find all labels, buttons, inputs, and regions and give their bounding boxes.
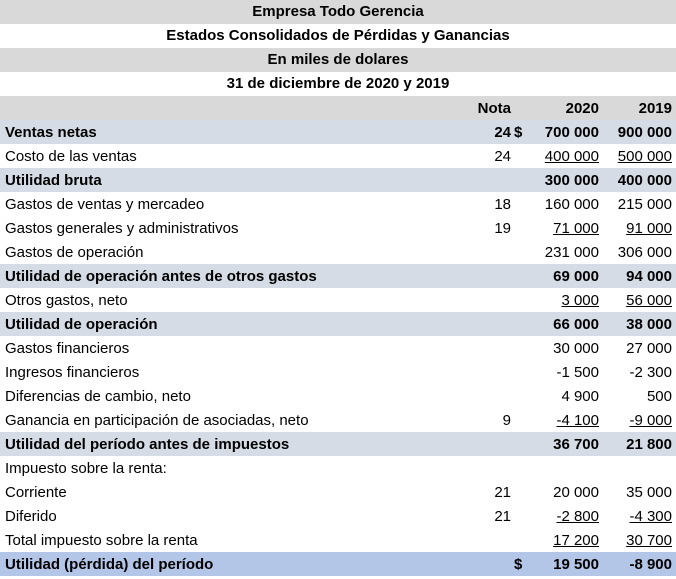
table-row xyxy=(0,456,676,480)
row-label: Gastos de operación xyxy=(5,243,144,261)
table-row xyxy=(0,504,676,528)
row-value-2019: 500 000 xyxy=(617,147,672,165)
row-value-2020: 30 000 xyxy=(553,339,599,357)
row-value-2019-cell xyxy=(603,216,676,240)
row-value-2020-cell xyxy=(531,288,603,312)
row-currency xyxy=(513,288,531,312)
row-value-2019: -8 900 xyxy=(603,552,676,576)
statement-title: Estados Consolidados de Pérdidas y Ganancias xyxy=(0,24,676,48)
row-nota xyxy=(458,168,513,192)
table-row xyxy=(0,240,676,264)
row-label: Ventas netas xyxy=(0,120,458,144)
row-currency xyxy=(513,216,531,240)
row-nota: 24 xyxy=(458,120,513,144)
row-value-2020: 69 000 xyxy=(531,264,603,288)
units-subtitle: En miles de dolares xyxy=(0,48,676,72)
row-label: Utilidad del período antes de impuestos xyxy=(0,432,458,456)
row-currency xyxy=(513,360,531,384)
table-row xyxy=(0,288,676,312)
row-value-2020-cell xyxy=(531,408,603,432)
row-value-2020: 400 000 xyxy=(544,147,599,165)
row-nota xyxy=(458,552,513,576)
row-nota xyxy=(458,360,513,384)
table-row xyxy=(0,192,676,216)
row-nota: 18 xyxy=(494,195,511,213)
statement-date: 31 de diciembre de 2020 y 2019 xyxy=(0,72,676,96)
row-value-2020: 36 700 xyxy=(531,432,603,456)
row-currency xyxy=(513,384,531,408)
header-cur-blank xyxy=(513,96,531,120)
row-value-2020-cell xyxy=(531,504,603,528)
row-value-2019-cell xyxy=(603,528,676,552)
row-value-2019-cell xyxy=(603,144,676,168)
row-value-2019: 215 000 xyxy=(617,195,672,213)
table-row xyxy=(0,168,676,192)
row-nota xyxy=(458,528,513,552)
row-value-2019: 400 000 xyxy=(603,168,676,192)
row-nota xyxy=(458,456,513,480)
row-currency xyxy=(513,456,531,480)
row-value-2019-cell xyxy=(603,288,676,312)
column-header-row xyxy=(0,96,676,120)
row-value-2020: 231 000 xyxy=(544,243,599,261)
row-label: Utilidad bruta xyxy=(0,168,458,192)
row-value-2019: 900 000 xyxy=(603,120,676,144)
row-currency xyxy=(513,192,531,216)
row-currency xyxy=(513,480,531,504)
row-value-2019: 500 xyxy=(646,387,672,405)
row-nota xyxy=(458,312,513,336)
table-row xyxy=(0,336,676,360)
row-currency xyxy=(513,432,531,456)
row-value-2019: -9 000 xyxy=(629,411,672,429)
row-currency: $ xyxy=(513,552,531,576)
table-row xyxy=(0,144,676,168)
table-row xyxy=(0,552,676,576)
row-value-2019: 27 000 xyxy=(626,339,672,357)
row-value-2020 xyxy=(531,456,603,480)
row-label: Impuesto sobre la renta: xyxy=(5,459,167,477)
header-2020: 2020 xyxy=(531,96,603,120)
table-row xyxy=(0,264,676,288)
row-value-2019-cell xyxy=(603,408,676,432)
row-nota xyxy=(458,336,513,360)
row-label: Utilidad de operación xyxy=(0,312,458,336)
row-nota xyxy=(458,384,513,408)
row-nota: 9 xyxy=(502,411,511,429)
row-currency xyxy=(513,528,531,552)
row-nota xyxy=(458,432,513,456)
row-label: Ingresos financieros xyxy=(5,363,140,381)
row-currency xyxy=(513,408,531,432)
row-value-2019: 30 700 xyxy=(626,531,672,549)
row-value-2020: 71 000 xyxy=(553,219,599,237)
row-label: Diferido xyxy=(5,507,57,525)
row-value-2019: 38 000 xyxy=(603,312,676,336)
row-currency xyxy=(513,144,531,168)
row-value-2020-cell xyxy=(531,528,603,552)
row-value-2020: 4 900 xyxy=(561,387,599,405)
row-value-2019: 56 000 xyxy=(626,291,672,309)
table-row xyxy=(0,528,676,552)
row-value-2020: 66 000 xyxy=(531,312,603,336)
row-nota: 24 xyxy=(494,147,511,165)
row-value-2019: 91 000 xyxy=(626,219,672,237)
row-currency xyxy=(513,168,531,192)
row-label: Gastos financieros xyxy=(5,339,130,357)
row-nota xyxy=(458,264,513,288)
row-label: Gastos de ventas y mercadeo xyxy=(5,195,205,213)
row-currency xyxy=(513,240,531,264)
row-value-2019: -2 300 xyxy=(629,363,672,381)
row-value-2020: 300 000 xyxy=(531,168,603,192)
row-nota xyxy=(458,240,513,264)
row-currency xyxy=(513,336,531,360)
table-row xyxy=(0,312,676,336)
row-label: Utilidad de operación antes de otros gastos xyxy=(0,264,458,288)
row-currency xyxy=(513,264,531,288)
row-value-2019: 306 000 xyxy=(617,243,672,261)
header-2019: 2019 xyxy=(603,96,676,120)
table-row xyxy=(0,216,676,240)
row-label: Utilidad (pérdida) del período xyxy=(0,552,458,576)
row-value-2020: -2 800 xyxy=(556,507,599,525)
table-row xyxy=(0,384,676,408)
row-value-2019-cell xyxy=(603,504,676,528)
table-row xyxy=(0,480,676,504)
table-row xyxy=(0,120,676,144)
table-row xyxy=(0,360,676,384)
row-value-2020-cell xyxy=(531,216,603,240)
header-blank xyxy=(0,96,458,120)
row-label: Corriente xyxy=(5,483,67,501)
table-row xyxy=(0,432,676,456)
row-value-2020-cell xyxy=(531,144,603,168)
row-label: Ganancia en participación de asociadas, neto xyxy=(5,411,309,429)
row-nota xyxy=(458,288,513,312)
row-currency xyxy=(513,312,531,336)
row-label: Total impuesto sobre la renta xyxy=(5,531,198,549)
row-label: Costo de las ventas xyxy=(5,147,137,165)
statement-table xyxy=(0,96,676,576)
header-nota: Nota xyxy=(458,96,513,120)
row-value-2019: 35 000 xyxy=(626,483,672,501)
row-currency: $ xyxy=(513,120,531,144)
table-row xyxy=(0,408,676,432)
row-nota: 21 xyxy=(494,483,511,501)
row-value-2020: 700 000 xyxy=(531,120,603,144)
row-value-2020: 3 000 xyxy=(561,291,599,309)
row-nota: 19 xyxy=(494,219,511,237)
row-label: Diferencias de cambio, neto xyxy=(5,387,191,405)
row-nota: 21 xyxy=(494,507,511,525)
row-currency xyxy=(513,504,531,528)
row-label: Otros gastos, neto xyxy=(5,291,128,309)
row-value-2020: 19 500 xyxy=(531,552,603,576)
company-name: Empresa Todo Gerencia xyxy=(0,0,676,24)
row-value-2020: -4 100 xyxy=(556,411,599,429)
row-value-2019: 21 800 xyxy=(603,432,676,456)
row-value-2020: 160 000 xyxy=(544,195,599,213)
row-value-2020: 17 200 xyxy=(553,531,599,549)
row-value-2019: -4 300 xyxy=(629,507,672,525)
row-value-2019: 94 000 xyxy=(603,264,676,288)
row-value-2019 xyxy=(603,456,676,480)
row-label: Gastos generales y administrativos xyxy=(5,219,239,237)
row-value-2020: -1 500 xyxy=(556,363,599,381)
row-value-2020: 20 000 xyxy=(553,483,599,501)
